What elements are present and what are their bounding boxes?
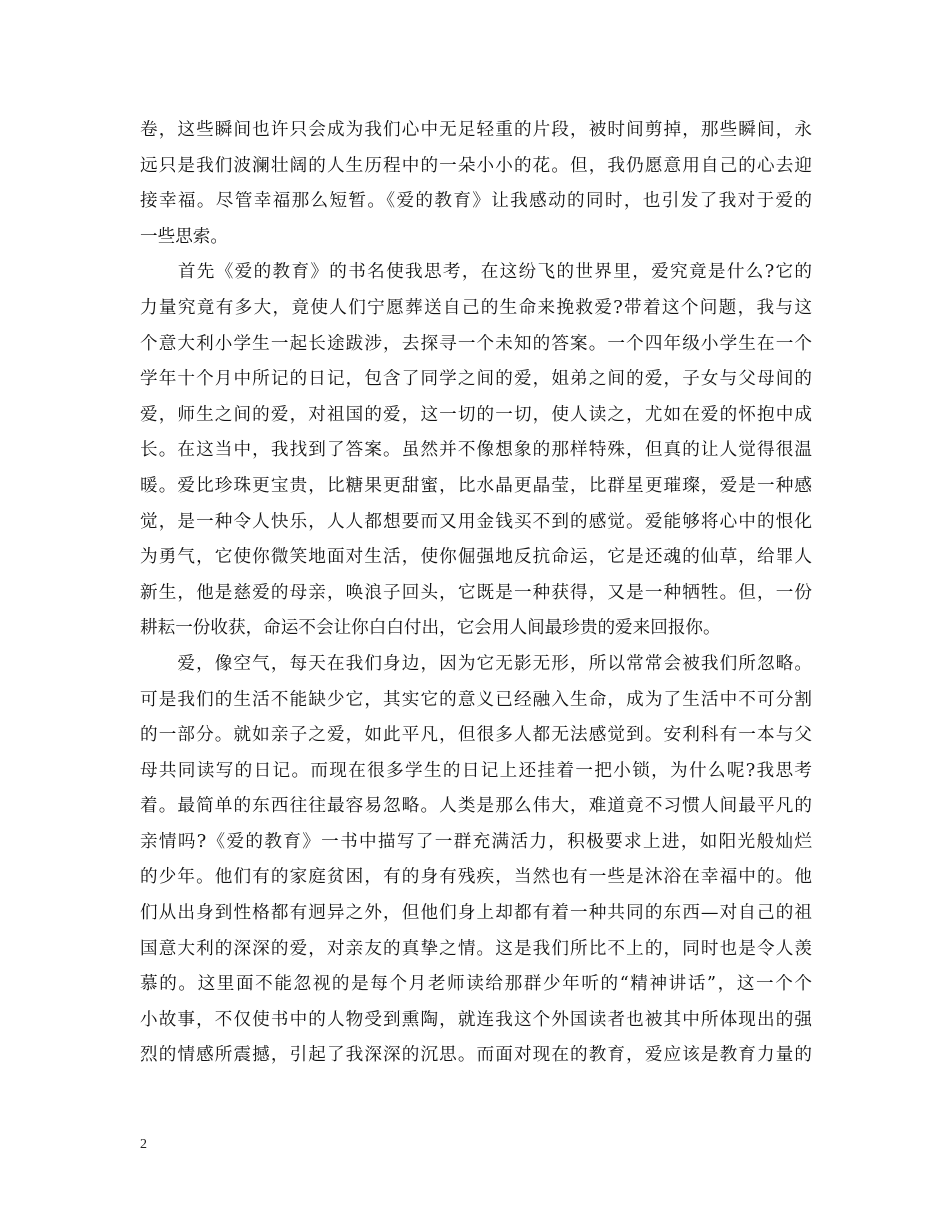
text-line: 爱，像空气，每天在我们身边，因为它无影无形，所以常常会被我们所忽略。	[140, 653, 812, 674]
text-line: 个意大利小学生一起长途跋涉，去探寻一个未知的答案。一个四年级小学生在一个	[140, 333, 812, 354]
body-text	[140, 113, 812, 1074]
text-line: 的少年。他们有的家庭贫困，有的身有残疾，当然也有一些是沐浴在幸福中的。他	[140, 867, 812, 888]
text-line: 小故事，不仅使书中的人物受到熏陶，就连我这个外国读者也被其中所体现出的强	[140, 1009, 812, 1030]
text-line: 卷，这些瞬间也许只会成为我们心中无足轻重的片段，被时间剪掉，那些瞬间，永	[140, 120, 812, 140]
text-line: 可是我们的生活不能缺少它，其实它的意义已经融入生命，成为了生活中不可分割	[140, 689, 812, 710]
text-line: 们从出身到性格都有迥异之外，但他们身上却都有着一种共同的东西—对自己的祖	[140, 903, 812, 924]
text-line: 暖。爱比珍珠更宝贵，比糖果更甜蜜，比水晶更晶莹，比群星更璀璨，爱是一种感	[140, 475, 812, 496]
text-line: 的一部分。就如亲子之爱，如此平凡，但很多人都无法感觉到。安利科有一本与父	[140, 725, 812, 746]
text-line: 一些思索。	[140, 226, 228, 247]
text-line: 远只是我们波澜壮阔的人生历程中的一朵小小的花。但，我仍愿意用自己的心去迎	[140, 155, 812, 176]
text-line: 烈的情感所震撼，引起了我深深的沉思。而面对现在的教育，爱应该是教育力量的	[140, 1045, 812, 1066]
text-line: 新生，他是慈爱的母亲，唤浪子回头，它既是一种获得，又是一种牺牲。但，一份	[140, 582, 812, 603]
text-line: 亲情吗?《爱的教育》一书中描写了一群充满活力，积极要求上进，如阳光般灿烂	[140, 831, 812, 852]
text-line: 国意大利的深深的爱，对亲友的真挚之情。这是我们所比不上的，同时也是令人羡	[140, 938, 812, 959]
text-line: 慕的。这里面不能忽视的是每个月老师读给那群少年听的“精神讲话”，这一个个	[140, 974, 812, 995]
text-line: 首先《爱的教育》的书名使我思考，在这纷飞的世界里，爱究竟是什么?它的	[140, 262, 812, 283]
text-line: 觉，是一种令人快乐，人人都想要而又用金钱买不到的感觉。爱能够将心中的恨化	[140, 511, 812, 532]
text-line: 着。最简单的东西往往最容易忽略。人类是那么伟大，难道竟不习惯人间最平凡的	[140, 796, 812, 817]
text-line: 爱，师生之间的爱，对祖国的爱，这一切的一切，使人读之，尤如在爱的怀抱中成	[140, 404, 812, 425]
text-line: 力量究竟有多大，竟使人们宁愿葬送自己的生命来挽救爱?带着这个问题，我与这	[140, 297, 812, 318]
text-line: 耕耘一份收获，命运不会让你白白付出，它会用人间最珍贵的爱来回报你。	[140, 618, 721, 639]
page-number: 2	[140, 1137, 147, 1152]
text-line: 母共同读写的日记。而现在很多学生的日记上还挂着一把小锁，为什么呢?我思考	[140, 760, 812, 781]
text-line: 长。在这当中，我找到了答案。虽然并不像想象的那样特殊，但真的让人觉得很温	[140, 440, 812, 461]
text-line: 接幸福。尽管幸福那么短暂。《爱的教育》让我感动的同时，也引发了我对于爱的	[140, 191, 812, 212]
text-line: 学年十个月中所记的日记，包含了同学之间的爱，姐弟之间的爱，子女与父母间的	[140, 369, 812, 390]
text-line: 为勇气，它使你微笑地面对生活，使你倔强地反抗命运，它是还魂的仙草，给罪人	[140, 547, 812, 568]
